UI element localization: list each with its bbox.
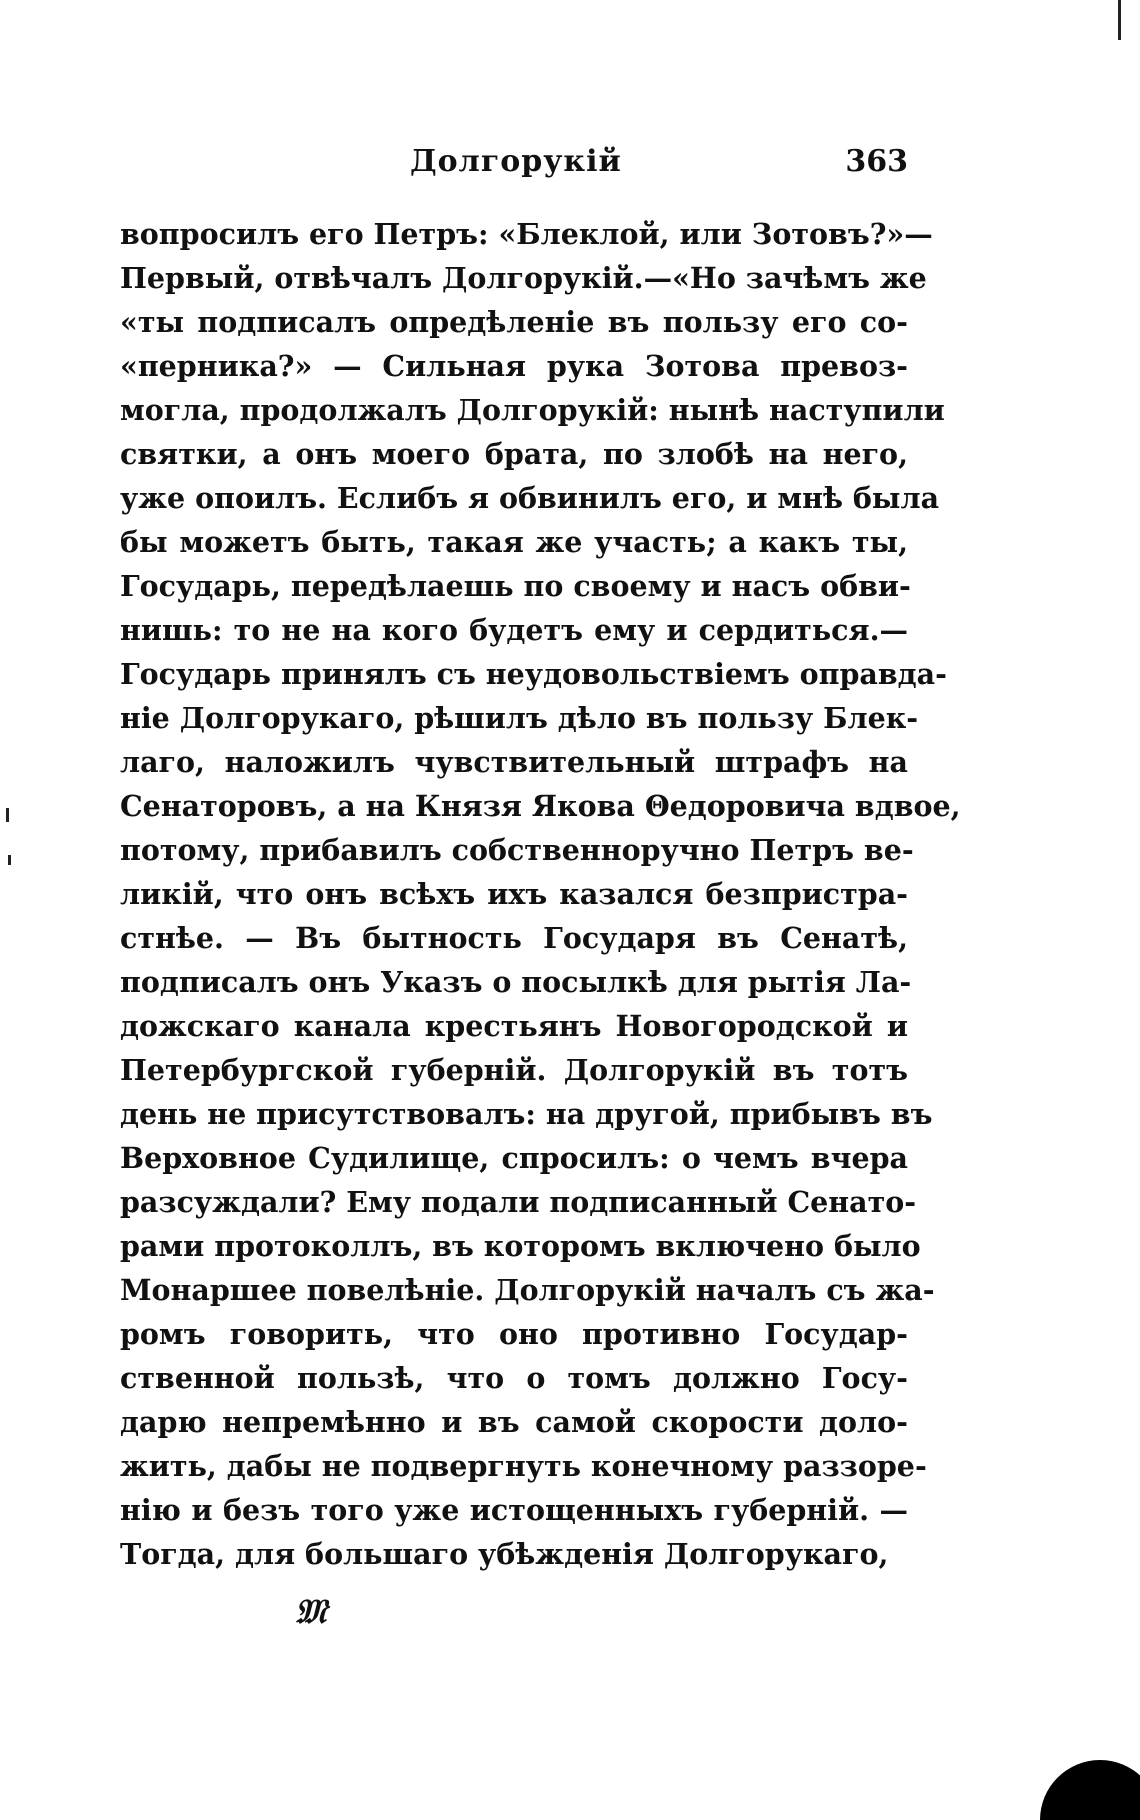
running-head: Долгорукій (410, 144, 622, 179)
margin-speck (6, 808, 9, 822)
text-line: разсуждали? Ему подали подписанный Сенато- (120, 1185, 917, 1219)
text-line: нію и безъ того уже истощенныхъ губерній. — (120, 1493, 908, 1527)
text-line: день не присутствовалъ: на другой, прибывъ въ (120, 1097, 933, 1131)
edge-mark (1118, 0, 1121, 40)
text-line: рами протоколлъ, въ которомъ включено было (120, 1229, 921, 1263)
text-line: подписалъ онъ Указъ о посылкѣ для рытія Ла- (120, 965, 912, 999)
margin-speck (8, 855, 11, 865)
text-line: потому, прибавилъ собственноручно Петръ ве- (120, 833, 914, 867)
text-line: стнѣе. — Въ бытность Государя въ Сенатѣ, (120, 921, 908, 955)
text-line: Петербургской губерній. Долгорукій въ тотъ (120, 1053, 908, 1087)
text-line: Монаршее повелѣніе. Долгорукій началъ съ жа- (120, 1273, 935, 1307)
text-line: уже опоилъ. Еслибъ я обвинилъ его, и мнѣ была (120, 481, 940, 515)
body-text (120, 212, 961, 1576)
text-line: «перника?» — Сильная рука Зотова превоз- (120, 349, 908, 383)
page-header (120, 140, 908, 190)
ink-blot (1040, 1760, 1140, 1820)
text-line: нишь: то не на кого будетъ ему и сердиться.— (120, 613, 908, 647)
text-line: могла, продолжалъ Долгорукій: нынѣ наступили (120, 393, 945, 427)
text-line: святки, а онъ моего брата, по злобѣ на него, (120, 437, 908, 471)
text-line: вопросилъ его Петръ: «Блеклой, или Зотовъ?»— (120, 217, 933, 251)
text-line: Сенаторовъ, а на Князя Якова Θедоровича вдвое, (120, 789, 961, 823)
text-line: ственной пользѣ, что о томъ должно Госу- (120, 1361, 908, 1395)
text-line: ромъ говорить, что оно противно Государ- (120, 1317, 908, 1351)
text-line: Тогда, для большаго убѣжденія Долгорукаго, (120, 1537, 889, 1571)
text-line: ніе Долгорукаго, рѣшилъ дѣло въ пользу Блек- (120, 701, 919, 735)
text-line: Государь принялъ съ неудовольствіемъ оправда- (120, 657, 947, 691)
text-line: жить, дабы не подвергнуть конечному раззоре- (120, 1449, 927, 1483)
text-line: «ты подписалъ опредѣленіе въ пользу его со- (120, 305, 908, 339)
page-number: 363 (845, 144, 908, 179)
signature-mark: 𝔐 (295, 1592, 327, 1632)
text-line: дожскаго канала крестьянъ Новогородской и (120, 1009, 908, 1043)
text-line: Государь, передѣлаешь по своему и насъ обви- (120, 569, 911, 603)
text-line: бы можетъ быть, такая же участь; а какъ ты, (120, 525, 908, 559)
text-line: ликій, что онъ всѣхъ ихъ казался безпристра- (120, 877, 908, 911)
text-line: лаго, наложилъ чувствительный штрафъ на (120, 745, 908, 779)
text-line: Верховное Судилище, спросилъ: о чемъ вчера (120, 1141, 908, 1175)
text-line: дарю непремѣнно и въ самой скорости доло- (120, 1405, 908, 1439)
text-line: Первый, отвѣчалъ Долгорукій.—«Но зачѣмъ же (120, 261, 927, 295)
